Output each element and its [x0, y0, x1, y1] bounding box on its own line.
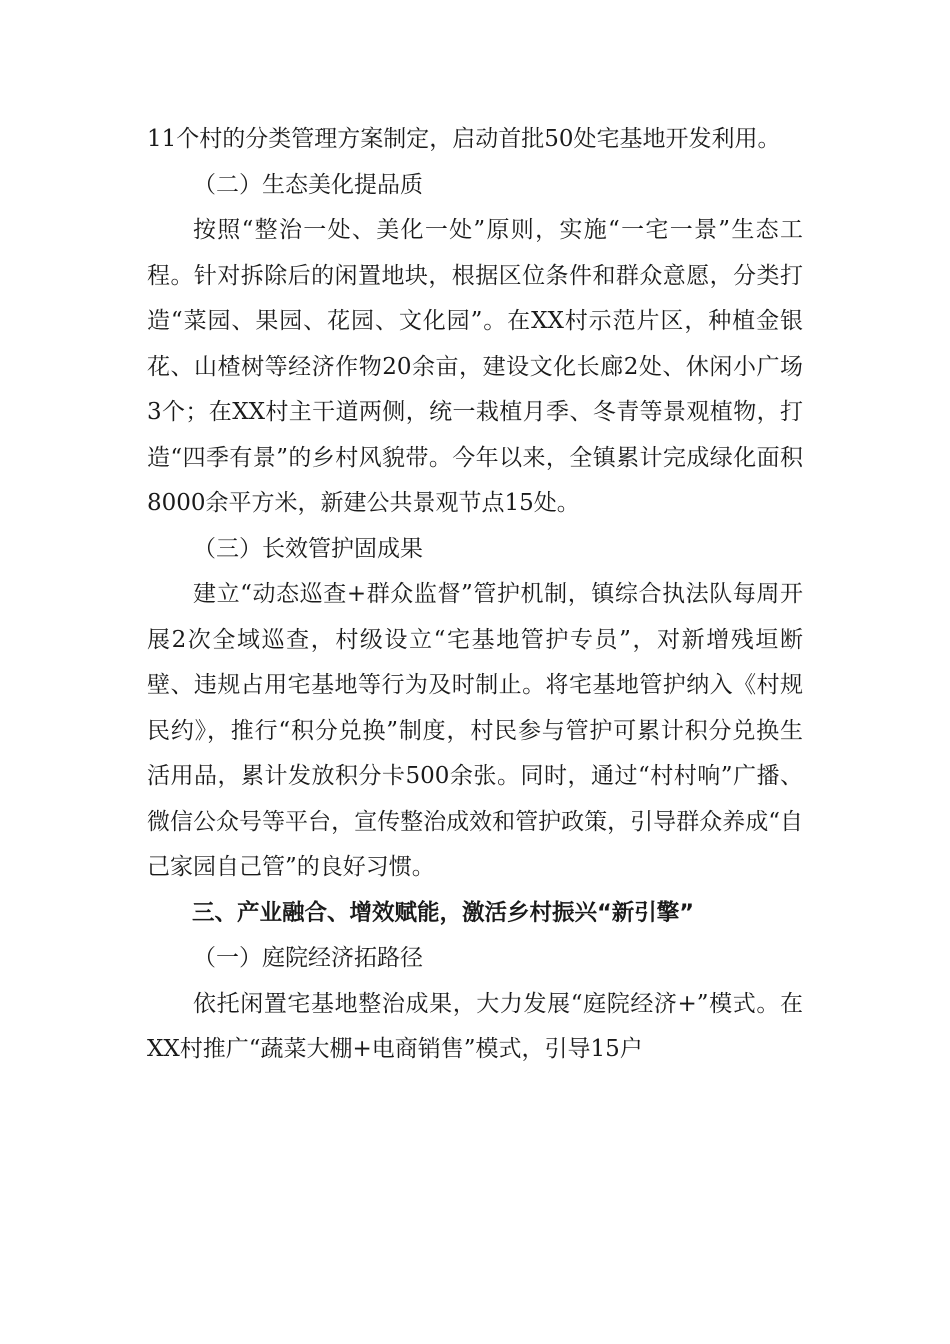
document-page: [147, 117, 803, 1073]
ecological-paragraph: 按照“整治一处、美化一处”原则，实施“一宅一景”生态工程。针对拆除后的闲置地块，根据区位条件和群众意愿，分类打造“菜园、果园、花园、文化园”。在XX村示范片区，种植金银花、山楂树等经济作物20余亩，建设文化长廊2处、休闲小广场3个；在XX村主干道两侧，统一栽植月季、冬青等景观植物，打造“四季有景”的乡村风貌带。今年以来，全镇累计完成绿化面积8000余平方米，新建公共景观节点15处。: [147, 217, 803, 516]
courtyard-paragraph: 依托闲置宅基地整治成果，大力发展“庭院经济+”模式。在XX村推广“蔬菜大棚+电商销售”模式，引导15户: [147, 990, 803, 1062]
subheading-ecological-beautification: （二）生态美化提品质: [193, 171, 423, 198]
maintenance-paragraph: 建立“动态巡查+群众监督”管护机制，镇综合执法队每周开展2次全域巡查，村级设立“宅基地管护专员”，对新增残垣断壁、违规占用宅基地等行为及时制止。将宅基地管护纳入《村规民约》，推行“积分兑换”制度，村民参与管护可累计积分兑换生活用品，累计发放积分卡500余张。同时，通过“村村响”广播、微信公众号等平台，宣传整治成效和管护政策，引导群众养成“自己家园自己管”的良好习惯。: [147, 581, 803, 880]
subheading-courtyard-economy: （一）庭院经济拓路径: [193, 945, 423, 971]
section-heading-industry-integration: 三、产业融合、增效赋能，激活乡村振兴“新引擎”: [192, 899, 695, 926]
intro-paragraph: 11个村的分类管理方案制定，启动首批50处宅基地开发利用。: [147, 126, 781, 152]
subheading-long-term-maintenance: （三）长效管护固成果: [193, 535, 423, 562]
